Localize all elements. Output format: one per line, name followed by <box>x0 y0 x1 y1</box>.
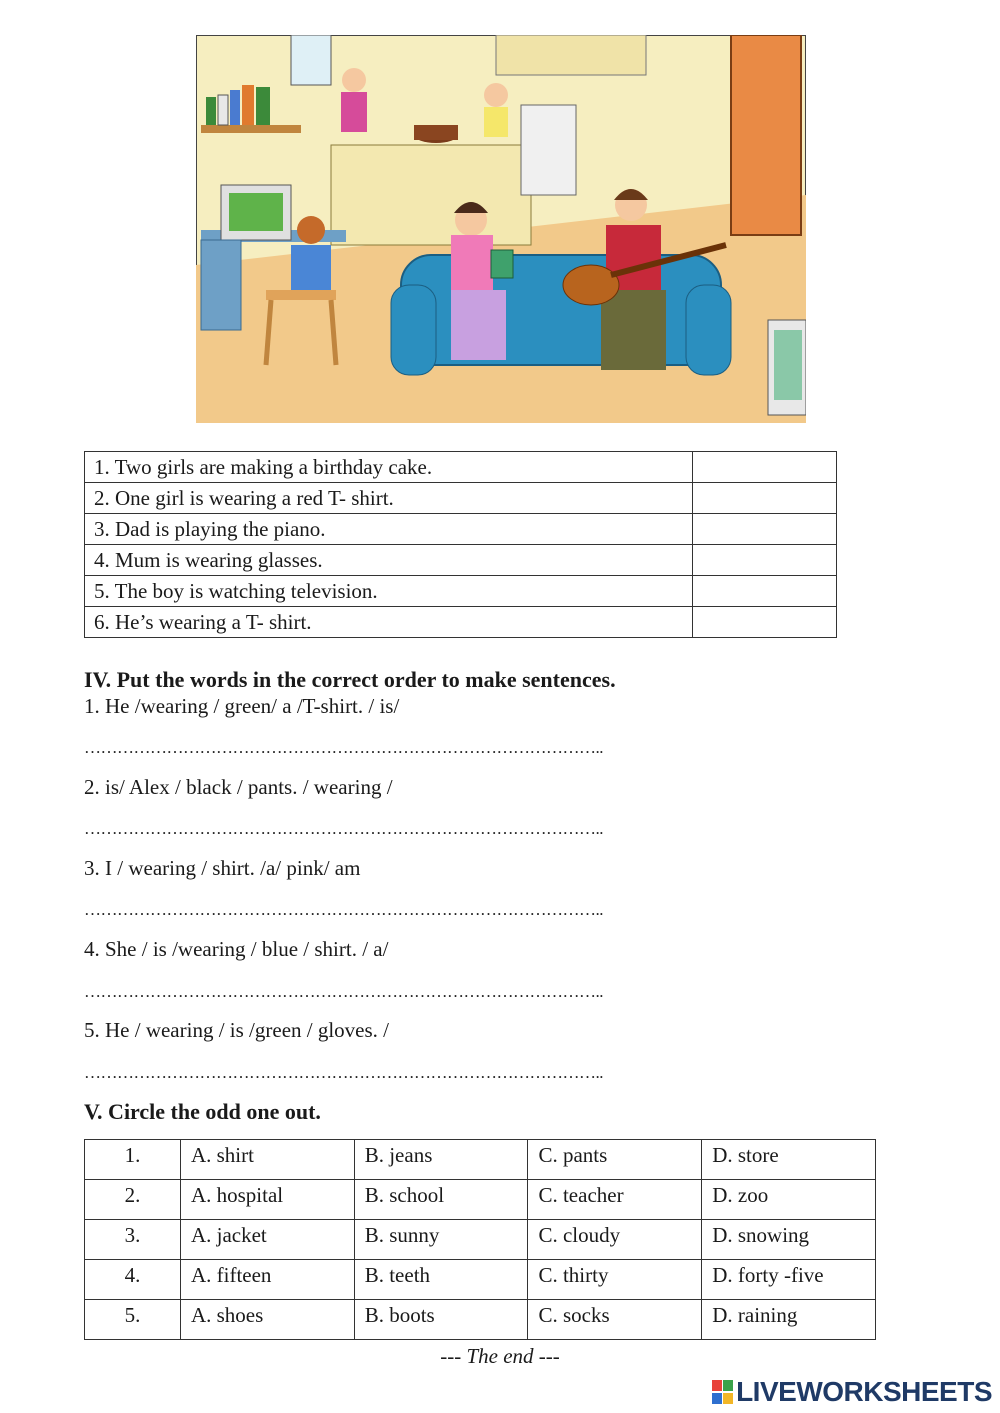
table-row <box>85 452 837 483</box>
answer-cell[interactable] <box>693 545 837 576</box>
option-a[interactable]: A. shirt <box>180 1140 354 1180</box>
answer-line[interactable]: ………………………………………………………………………………….. <box>84 738 603 757</box>
question-number: 5. <box>85 1300 181 1340</box>
option-d[interactable]: D. zoo <box>702 1180 876 1220</box>
option-b[interactable]: B. teeth <box>354 1260 528 1300</box>
question-item: 2. is/ Alex / black / pants. / wearing / <box>84 775 393 799</box>
option-b[interactable]: B. school <box>354 1180 528 1220</box>
statement-text: 5. The boy is watching television. <box>85 576 693 607</box>
answer-cell[interactable] <box>693 452 837 483</box>
table-row <box>85 1180 876 1220</box>
table-row <box>85 514 837 545</box>
logo-text: LIVEWORKSHEETS <box>736 1376 992 1407</box>
table-row <box>85 483 837 514</box>
question-number: 2. <box>85 1180 181 1220</box>
answer-line[interactable]: ………………………………………………………………………………….. <box>84 900 603 919</box>
statement-text: 1. Two girls are making a birthday cake. <box>85 452 693 483</box>
option-a[interactable]: A. fifteen <box>180 1260 354 1300</box>
answer-line[interactable]: ………………………………………………………………………………….. <box>84 1063 603 1082</box>
liveworksheets-logo[interactable] <box>712 1376 992 1408</box>
statement-text: 3. Dad is playing the piano. <box>85 514 693 545</box>
table-row <box>85 1300 876 1340</box>
option-c[interactable]: C. pants <box>528 1140 702 1180</box>
table-row <box>85 1140 876 1180</box>
family-room-illustration <box>196 35 806 423</box>
statement-text: 4. Mum is wearing glasses. <box>85 545 693 576</box>
option-c[interactable]: C. cloudy <box>528 1220 702 1260</box>
statement-text: 6. He’s wearing a T- shirt. <box>85 607 693 638</box>
true-false-table <box>84 451 837 638</box>
answer-line[interactable]: ………………………………………………………………………………….. <box>84 982 603 1001</box>
question-number: 1. <box>85 1140 181 1180</box>
table-row <box>85 576 837 607</box>
question-item: 1. He /wearing / green/ a /T-shirt. / is/ <box>84 694 400 718</box>
option-d[interactable]: D. raining <box>702 1300 876 1340</box>
question-item: 5. He / wearing / is /green / gloves. / <box>84 1018 390 1042</box>
section-4-title: IV. Put the words in the correct order to make sentences. <box>84 667 616 692</box>
answer-cell[interactable] <box>693 607 837 638</box>
table-row <box>85 545 837 576</box>
option-c[interactable]: C. teacher <box>528 1180 702 1220</box>
question-item: 4. She / is /wearing / blue / shirt. / a/ <box>84 937 389 961</box>
question-item: 3. I / wearing / shirt. /a/ pink/ am <box>84 856 361 880</box>
end-marker: --- The end --- <box>440 1344 560 1368</box>
answer-cell[interactable] <box>693 514 837 545</box>
question-number: 4. <box>85 1260 181 1300</box>
option-b[interactable]: B. sunny <box>354 1220 528 1260</box>
table-row <box>85 1260 876 1300</box>
answer-cell[interactable] <box>693 576 837 607</box>
option-b[interactable]: B. jeans <box>354 1140 528 1180</box>
option-d[interactable]: D. snowing <box>702 1220 876 1260</box>
option-b[interactable]: B. boots <box>354 1300 528 1340</box>
question-number: 3. <box>85 1220 181 1260</box>
option-c[interactable]: C. thirty <box>528 1260 702 1300</box>
option-d[interactable]: D. forty -five <box>702 1260 876 1300</box>
liveworksheets-badge-icon <box>712 1378 734 1406</box>
statement-text: 2. One girl is wearing a red T- shirt. <box>85 483 693 514</box>
option-c[interactable]: C. socks <box>528 1300 702 1340</box>
option-a[interactable]: A. shoes <box>180 1300 354 1340</box>
answer-cell[interactable] <box>693 483 837 514</box>
option-a[interactable]: A. jacket <box>180 1220 354 1260</box>
answer-line[interactable]: ………………………………………………………………………………….. <box>84 819 603 838</box>
option-a[interactable]: A. hospital <box>180 1180 354 1220</box>
odd-one-out-table <box>84 1139 876 1340</box>
option-d[interactable]: D. store <box>702 1140 876 1180</box>
table-row <box>85 607 837 638</box>
table-row <box>85 1220 876 1260</box>
section-5-title: V. Circle the odd one out. <box>84 1099 321 1124</box>
